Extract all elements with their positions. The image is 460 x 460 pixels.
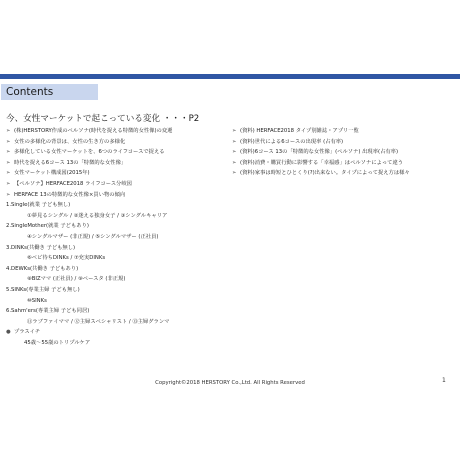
toc-item	[6, 327, 172, 338]
header-bar	[0, 74, 460, 79]
arrow-bullet-icon: ➢	[6, 128, 11, 134]
arrow-bullet-icon: ➢	[6, 138, 11, 145]
toc-item	[6, 190, 172, 201]
toc-item-text: (資料)6コース 13の「特徴的な女性像」(ペルソナ) 出現率(占有率)	[240, 149, 399, 156]
toc-item-text: 4.DEWKs(共働き 子どもあり)	[6, 265, 79, 272]
section-title: Contents	[1, 84, 98, 100]
toc-item	[6, 168, 172, 179]
bullet-dot-icon: ●	[6, 329, 11, 336]
toc-item-text: ⑧BIZママ (正社員) / ⑨ペースタ (非正規)	[27, 276, 126, 283]
toc-item-text: ④シングルマザー (非正規) / ⑤シングルマザー (正社員)	[27, 233, 159, 240]
copyright-footer: Copyright©2018 HERSTORY Co.,Ltd. All Rights Reserved	[155, 380, 305, 386]
toc-item-text: プラスイチ	[14, 329, 41, 336]
arrow-bullet-icon: ➢	[6, 180, 11, 187]
toc-item	[6, 137, 172, 148]
toc-item-text: 女性マーケット構成図(2015年)	[14, 170, 90, 177]
toc-item	[6, 296, 172, 307]
toc-item-text: (株)HERSTORY作成のペルソナ(時代を捉える特徴的女性像)の変遷	[14, 128, 173, 134]
toc-item-text: ⑪ラブファイママ / ⑫主婦スペシャリスト / ⑬主婦グランマ	[27, 318, 170, 325]
toc-item-text: ①夢見るシングル / ②迷える独身女子 / ③シングルキャリア	[27, 212, 168, 219]
toc-item	[6, 306, 172, 317]
toc-item	[232, 158, 410, 169]
toc-item	[6, 200, 172, 211]
arrow-bullet-icon: ➢	[6, 191, 11, 198]
toc-item-text: 【ペルソナ】HERFACE2018 ライフコース分岐図	[14, 180, 132, 187]
toc-item	[6, 243, 172, 254]
page-number: 1	[442, 377, 446, 384]
arrow-bullet-icon: ➢	[6, 149, 11, 156]
toc-item	[6, 285, 172, 296]
toc-item-text: HERFACE 13の特徴的な女性像×買い物の傾向	[14, 191, 126, 198]
toc-item	[6, 179, 172, 190]
toc-item-text: ⑩SINKs	[27, 297, 47, 304]
toc-item-text: (資料) HERFACE2018 タイプ別雑誌・アプリ一覧	[240, 128, 359, 134]
toc-item	[6, 211, 172, 222]
right-toc-column	[232, 126, 410, 179]
toc-item-text: ⑥ベビ待ちDINKs / ⑦充実DINKs	[27, 255, 106, 262]
arrow-bullet-icon: ➢	[232, 170, 237, 177]
toc-item-text: 時代を捉える6コース 13の「特徴的な女性像」	[14, 159, 127, 166]
arrow-bullet-icon: ➢	[232, 128, 237, 134]
toc-item-text: 多様化している女性マーケットを、6つのライフコースで捉える	[14, 149, 165, 156]
toc-item-text: (資料)家事は時短とひとくり(?)出来ない。タイプによって捉え方は様々	[240, 170, 410, 177]
toc-item	[6, 253, 172, 264]
toc-item	[6, 338, 172, 349]
arrow-bullet-icon: ➢	[232, 159, 237, 166]
toc-item	[6, 126, 172, 137]
toc-item-text: 1.Single(就業 子ども無し)	[6, 202, 71, 209]
arrow-bullet-icon: ➢	[232, 138, 237, 145]
toc-item-text: (資料)世代による6コースの出現率 (占有率)	[240, 138, 344, 145]
page-headline: 今、女性マーケットで起こっている変化 ・・・P2	[6, 114, 200, 124]
toc-item-text: 2.SingleMother(就業 子どもあり)	[6, 223, 89, 230]
toc-item	[232, 168, 410, 179]
toc-item	[232, 137, 410, 148]
arrow-bullet-icon: ➢	[6, 170, 11, 177]
toc-item	[232, 147, 410, 158]
toc-item-text: 6.Sahm'ers(専業主婦 子ども同居)	[6, 308, 90, 315]
toc-item	[6, 232, 172, 243]
toc-item	[6, 158, 172, 169]
toc-item	[232, 126, 410, 137]
left-toc-column	[6, 126, 172, 348]
toc-item	[6, 221, 172, 232]
toc-item-text: (資料)消費・購買行動に影響する「幸福感」はペルソナによって違う	[240, 159, 404, 166]
arrow-bullet-icon: ➢	[6, 159, 11, 166]
toc-item-text: 45歳～55歳のトリプルケア	[24, 339, 91, 346]
toc-item	[6, 317, 172, 328]
toc-item	[6, 147, 172, 158]
toc-item	[6, 264, 172, 275]
toc-item-text: 女性の多様化の背景は、女性の生き方の多様化	[14, 138, 126, 145]
arrow-bullet-icon: ➢	[232, 149, 237, 156]
toc-item-text: 5.SINKs(専業主婦 子ども無し)	[6, 286, 80, 293]
toc-item	[6, 274, 172, 285]
toc-item-text: 3.DINKs(共働き 子ども無し)	[6, 244, 76, 251]
